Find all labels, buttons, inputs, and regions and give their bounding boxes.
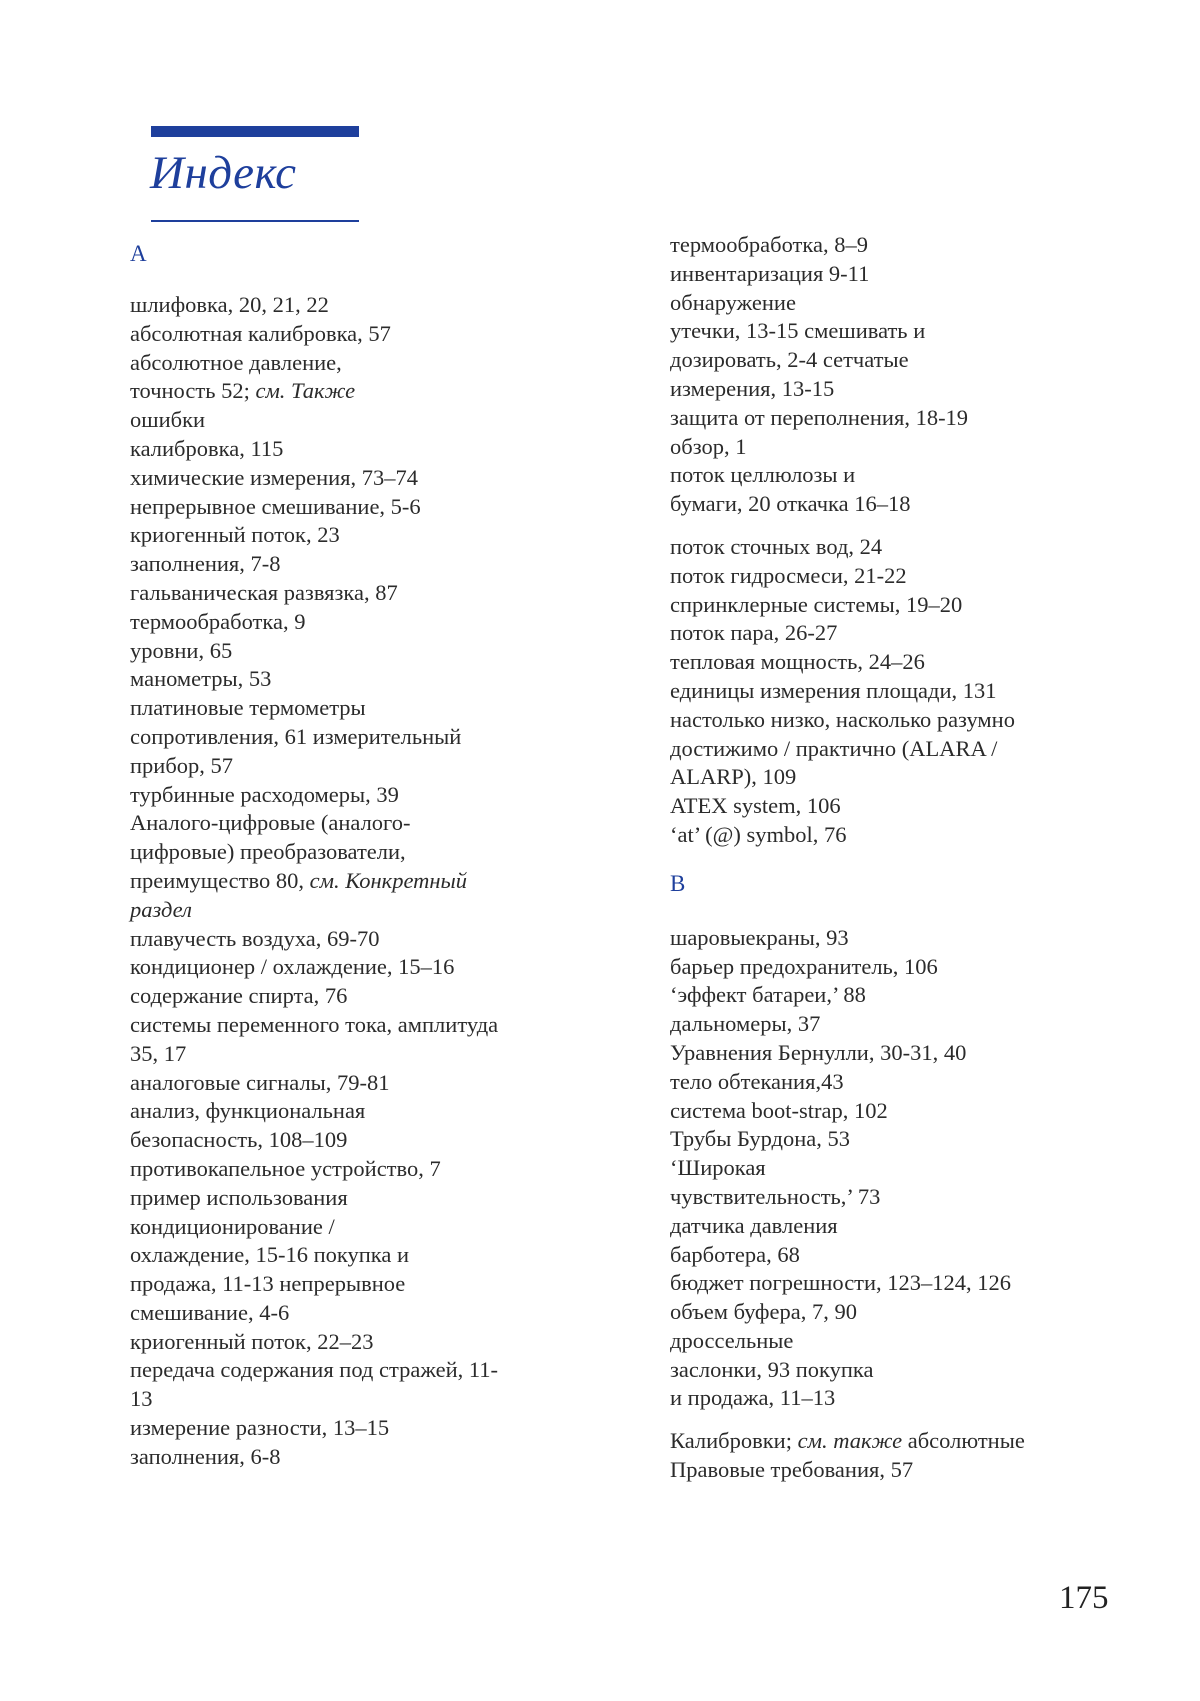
index-entry: дроссельные <box>670 1327 794 1353</box>
index-entry: ‘at’ (@) symbol, 76 <box>670 821 847 847</box>
index-entry: 35, 17 <box>130 1040 187 1066</box>
entry-text: абсолютные <box>902 1428 1025 1454</box>
index-entry: манометры, 53 <box>130 666 272 692</box>
index-entry: турбинные расходомеры, 39 <box>130 781 399 807</box>
index-entry: кондиционирование / <box>130 1213 335 1239</box>
index-entry: абсолютное давление, <box>130 349 342 375</box>
index-entry: и продажа, 11–13 <box>670 1385 836 1411</box>
index-entry: ‘эффект батареи,’ 88 <box>670 982 866 1008</box>
index-entry: поток сточных вод, 24 <box>670 533 883 559</box>
index-entry: ATEX system, 106 <box>670 793 841 819</box>
index-entry: измерение разности, 13–15 <box>130 1415 390 1441</box>
index-entry: чувствительность,’ 73 <box>670 1183 881 1209</box>
index-entry <box>130 896 590 925</box>
index-entry: датчика давления <box>670 1212 838 1238</box>
index-entry: кондиционер / охлаждение, 15–16 <box>130 954 455 980</box>
index-entry: заслонки, 93 покупка <box>670 1356 874 1382</box>
index-entry: тепловая мощность, 24–26 <box>670 649 925 675</box>
index-entry: дальномеры, 37 <box>670 1011 821 1037</box>
index-entry: ALARP), 109 <box>670 764 797 790</box>
spacer <box>670 850 1110 870</box>
see-also-reference: см. также <box>797 1428 903 1454</box>
index-entry: системы переменного тока, амплитуда <box>130 1011 499 1037</box>
index-entry: дозировать, 2-4 сетчатые <box>670 347 909 373</box>
index-entry <box>130 867 590 896</box>
index-entry: плавучесть воздуха, 69-70 <box>130 925 380 951</box>
spacer <box>670 1413 1110 1427</box>
index-entry: измерения, 13-15 <box>670 375 835 401</box>
index-entry: термообработка, 9 <box>130 608 306 634</box>
index-entry: платиновые термометры <box>130 695 366 721</box>
index-entry: абсолютная калибровка, 57 <box>130 320 391 346</box>
index-entry: 13 <box>130 1386 153 1412</box>
index-entry: гальваническая развязка, 87 <box>130 579 398 605</box>
index-entry: уровни, 65 <box>130 637 233 663</box>
page-number: 175 <box>1059 1580 1109 1616</box>
title-rule-top <box>151 126 359 137</box>
index-entry: безопасность, 108–109 <box>130 1127 348 1153</box>
index-entry: заполнения, 7-8 <box>130 551 281 577</box>
index-entry: поток пара, 26-27 <box>670 620 838 646</box>
index-entry: Правовые требования, 57 <box>670 1457 914 1483</box>
index-entry: Аналого-цифровые (аналого- <box>130 810 411 836</box>
section-letter-b: B <box>670 870 686 896</box>
index-column-left <box>130 240 590 1472</box>
index-entry: тело обтекания,43 <box>670 1068 844 1094</box>
section-letter-a: A <box>130 241 147 266</box>
index-entry: бюджет погрешности, 123–124, 126 <box>670 1270 1012 1296</box>
index-entry: Уравнения Бернулли, 30-31, 40 <box>670 1039 967 1065</box>
index-entry: утечки, 13-15 смешивать и <box>670 318 926 344</box>
index-entry: содержание спирта, 76 <box>130 983 348 1009</box>
index-entry: противокапельное устройство, 7 <box>130 1155 441 1181</box>
entry-text: точность 52; <box>130 378 256 404</box>
index-entry: охлаждение, 15-16 покупка и <box>130 1242 410 1268</box>
index-entry: шлифовка, 20, 21, 22 <box>130 292 329 317</box>
index-entry: анализ, функциональная <box>130 1098 366 1124</box>
index-entry: передача содержания под стражей, 11- <box>130 1357 499 1383</box>
index-entry: инвентаризация 9-11 <box>670 260 870 286</box>
index-entry: продажа, 11-13 непрерывное <box>130 1271 406 1297</box>
index-entry <box>130 377 590 406</box>
see-also-reference: раздел <box>130 896 192 922</box>
index-entry: достижимо / практично (ALARA / <box>670 735 998 761</box>
entry-text: Калибровки; <box>670 1428 798 1454</box>
index-entry: заполнения, 6-8 <box>130 1443 281 1469</box>
index-entry: единицы измерения площади, 131 <box>670 677 997 703</box>
index-entry: аналоговые сигналы, 79-81 <box>130 1069 390 1095</box>
see-also-reference: см. Также <box>255 378 356 404</box>
index-entry: цифровые) преобразователи, <box>130 839 406 865</box>
index-entry: пример использования <box>130 1184 348 1210</box>
index-entry: обнаружение <box>670 289 796 315</box>
index-entry: поток целлюлозы и <box>670 462 856 488</box>
spacer <box>670 898 1110 924</box>
index-entry: шаровыекраны, 93 <box>670 924 849 950</box>
index-entry: смешивание, 4-6 <box>130 1299 290 1325</box>
index-entry: поток гидросмеси, 21-22 <box>670 562 907 588</box>
spacer <box>670 519 1110 533</box>
index-entry: Трубы Бурдона, 53 <box>670 1126 851 1152</box>
entry-text: преимущество 80, <box>130 867 310 893</box>
index-entry: защита от переполнения, 18-19 <box>670 404 969 430</box>
page-title: Индекс <box>150 147 297 199</box>
index-entry: криогенный поток, 23 <box>130 522 340 548</box>
index-entry: сопротивления, 61 измерительный <box>130 723 462 749</box>
index-entry: криогенный поток, 22–23 <box>130 1328 374 1354</box>
index-entry: барботера, 68 <box>670 1241 800 1267</box>
index-entry: ошибки <box>130 407 206 433</box>
index-entry: термообработка, 8–9 <box>670 232 868 257</box>
index-column-right <box>670 231 1110 1485</box>
index-entry: ‘Широкая <box>670 1155 766 1181</box>
index-entry: спринклерные системы, 19–20 <box>670 591 963 617</box>
index-entry <box>670 1427 1110 1456</box>
index-entry: барьер предохранитель, 106 <box>670 953 938 979</box>
index-entry: объем буфера, 7, 90 <box>670 1299 857 1325</box>
index-entry: настолько низко, насколько разумно <box>670 706 1015 732</box>
index-entry: прибор, 57 <box>130 752 234 778</box>
index-entry: система boot-strap, 102 <box>670 1097 888 1123</box>
index-entry: химические измерения, 73–74 <box>130 464 419 490</box>
index-entry: непрерывное смешивание, 5-6 <box>130 493 421 519</box>
index-entry: бумаги, 20 откачка 16–18 <box>670 491 911 517</box>
title-rule-bottom <box>151 220 359 222</box>
index-entry: калибровка, 115 <box>130 435 284 461</box>
see-also-reference: см. Конкретный <box>309 867 468 893</box>
index-entry: обзор, 1 <box>670 433 747 459</box>
